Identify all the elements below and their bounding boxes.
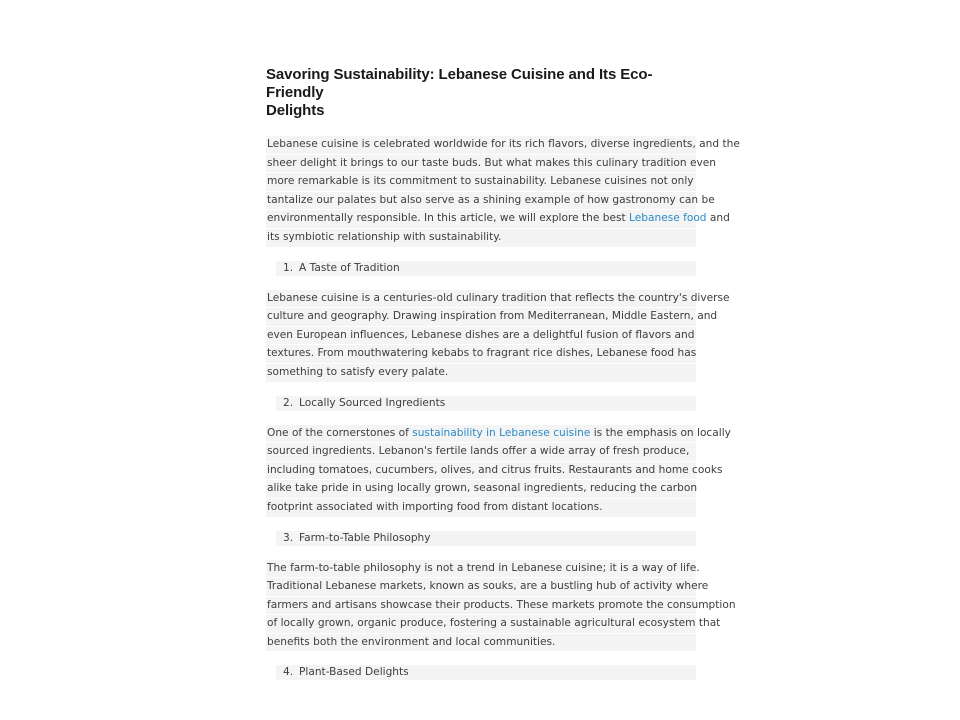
article — [266, 64, 740, 694]
paragraph-text: environmentally responsible. In this article, we will explore the best — [267, 212, 630, 225]
paragraph-line: textures. From mouthwatering kebabs to fragrant rice dishes, Lebanese food has — [266, 344, 696, 363]
section-heading-text: Farm-to-Table Philosophy — [299, 531, 431, 544]
article-title-line-2: Delights — [266, 102, 325, 119]
section-paragraph-locally-sourced — [266, 425, 731, 517]
lebanese-food-link[interactable]: Lebanese food — [629, 212, 707, 225]
section-number: 2. — [283, 396, 294, 409]
paragraph-line — [266, 425, 731, 443]
paragraph-line: benefits both the environment and local communities. — [266, 633, 696, 652]
paragraph-line: tantalize our palates but also serve as a shining example of how gastronomy can be — [266, 191, 696, 210]
paragraph-line: its symbiotic relationship with sustainability. — [266, 228, 696, 247]
paragraph-text: is the emphasis on locally — [590, 426, 731, 439]
paragraph-line: alike take pride in using locally grown, seasonal ingredients, reducing the carbon — [266, 479, 696, 498]
paragraph-text: One of the cornerstones of — [267, 426, 413, 439]
article-title-line-1: Savoring Sustainability: Lebanese Cuisine and Its Eco-Friendly — [266, 66, 653, 101]
section-heading-text: A Taste of Tradition — [299, 261, 400, 274]
paragraph-line: culture and geography. Drawing inspiration from Mediterranean, Middle Eastern, and — [266, 307, 696, 326]
section-heading-text: Plant-Based Delights — [299, 666, 409, 679]
paragraph-line: sourced ingredients. Lebanon's fertile lands offer a wide array of fresh produce, — [266, 442, 696, 461]
paragraph-line: The farm-to-table philosophy is not a trend in Lebanese cuisine; it is a way of life. — [266, 560, 696, 578]
paragraph-line: footprint associated with importing food from distant locations. — [266, 498, 696, 517]
paragraph-line: of locally grown, organic produce, fostering a sustainable agricultural ecosystem that — [266, 614, 696, 633]
article-title — [266, 66, 696, 120]
paragraph-line: something to satisfy every palate. — [266, 363, 696, 382]
section-number: 4. — [283, 666, 294, 679]
section-heading-farm-to-table — [276, 531, 696, 546]
paragraph-line: Traditional Lebanese markets, known as souks, are a bustling hub of activity where — [266, 577, 696, 596]
section-heading-plant-based — [276, 665, 696, 680]
paragraph-line: even European influences, Lebanese dishes are a delightful fusion of flavors and — [266, 326, 696, 345]
paragraph-line: more remarkable is its commitment to sustainability. Lebanese cuisines not only — [266, 172, 696, 191]
paragraph-line — [266, 209, 730, 228]
section-heading-text: Locally Sourced Ingredients — [299, 396, 446, 409]
section-heading-locally-sourced — [276, 396, 696, 411]
section-number: 3. — [283, 531, 294, 544]
paragraph-line: Lebanese cuisine is celebrated worldwide for its rich flavors, diverse ingredients, and the — [266, 136, 696, 154]
section-number: 1. — [283, 261, 294, 274]
section-paragraph-taste-of-tradition — [266, 290, 730, 382]
intro-paragraph — [266, 136, 740, 247]
paragraph-line: including tomatoes, cucumbers, olives, and citrus fruits. Restaurants and home cooks — [266, 461, 696, 480]
paragraph-text: and — [706, 212, 730, 225]
sustainability-link[interactable]: sustainability in Lebanese cuisine — [412, 426, 591, 439]
paragraph-line: farmers and artisans showcase their products. These markets promote the consumption — [266, 596, 696, 615]
section-paragraph-farm-to-table — [266, 560, 736, 652]
paragraph-line: Lebanese cuisine is a centuries-old culinary tradition that reflects the country's diverse — [266, 290, 696, 308]
paragraph-line: sheer delight it brings to our taste buds. But what makes this culinary tradition even — [266, 154, 696, 173]
section-heading-taste-of-tradition — [276, 261, 696, 276]
